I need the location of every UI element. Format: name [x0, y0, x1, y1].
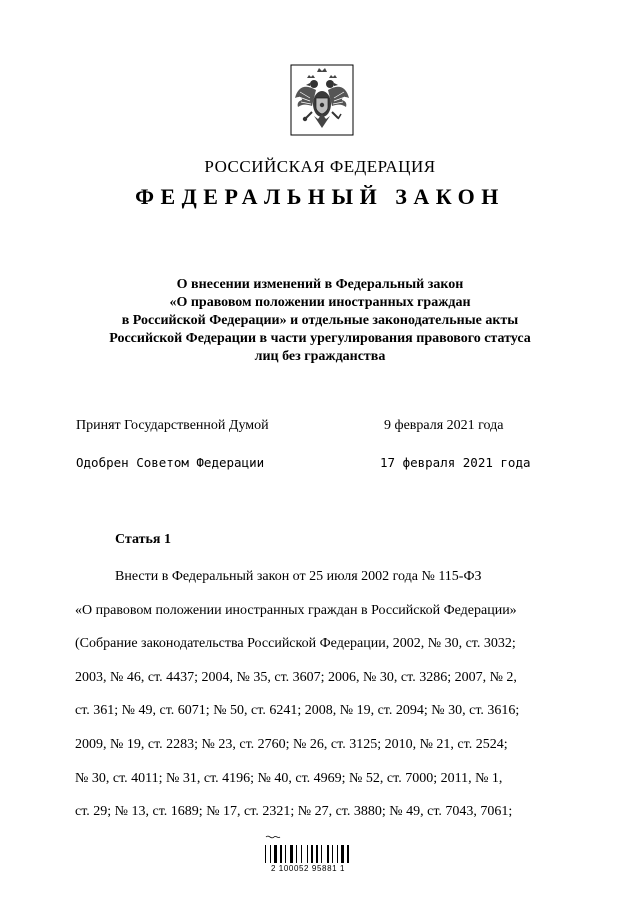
council-approval-date: 17 февраля 2021 года: [380, 455, 531, 470]
article-body-line: 2009, № 19, ст. 2283; № 23, ст. 2760; № 26, ст. 3125; 2010, № 21, ст. 2524;: [75, 736, 508, 752]
law-title-line: Российской Федерации в части урегулирования правового статуса: [109, 331, 531, 346]
article-heading: Статья 1: [115, 532, 171, 547]
article-body-line: № 30, ст. 4011; № 31, ст. 4196; № 40, ст. 4969; № 52, ст. 7000; 2011, № 1,: [75, 770, 503, 786]
law-title-line: в Российской Федерации» и отдельные законодательные акты: [121, 313, 519, 328]
coat-of-arms-icon: [290, 64, 354, 136]
article-body-line: 2003, № 46, ст. 4437; 2004, № 35, ст. 3607; 2006, № 30, ст. 3286; 2007, № 2,: [75, 669, 517, 685]
barcode-number: 2 100052 95881 1: [270, 864, 346, 873]
law-title-line: О внесении изменений в Федеральный закон: [176, 277, 464, 292]
article-body-line: «О правовом положении иностранных граждан в Российской Федерации»: [75, 602, 517, 618]
article-body-line: ст. 361; № 49, ст. 6071; № 50, ст. 6241; 2008, № 19, ст. 2094; № 30, ст. 3616;: [75, 703, 520, 719]
council-approval-label: Одобрен Советом Федерации: [76, 455, 265, 470]
article-body-line: (Собрание законодательства Российской Федерации, 2002, № 30, ст. 3032;: [75, 636, 516, 652]
document-type-heading: ФЕДЕРАЛЬНЫЙ ЗАКОН: [135, 184, 505, 209]
duma-adoption-date: 9 февраля 2021 года: [384, 418, 504, 433]
article-body: [75, 560, 568, 829]
article-body-line: Внести в Федеральный закон от 25 июля 2002 года № 115-ФЗ: [115, 569, 482, 584]
barcode-icon: [262, 833, 354, 891]
article-body-line: ст. 29; № 13, ст. 1689; № 17, ст. 2321; № 27, ст. 3880; № 49, ст. 7043, 7061;: [75, 804, 513, 820]
law-title-line: «О правовом положении иностранных граждан: [169, 295, 471, 310]
duma-adoption-label: Принят Государственной Думой: [76, 418, 269, 433]
law-title: [40, 276, 600, 366]
country-name: РОССИЙСКАЯ ФЕДЕРАЦИЯ: [204, 157, 436, 176]
law-title-line: лиц без гражданства: [254, 349, 386, 364]
